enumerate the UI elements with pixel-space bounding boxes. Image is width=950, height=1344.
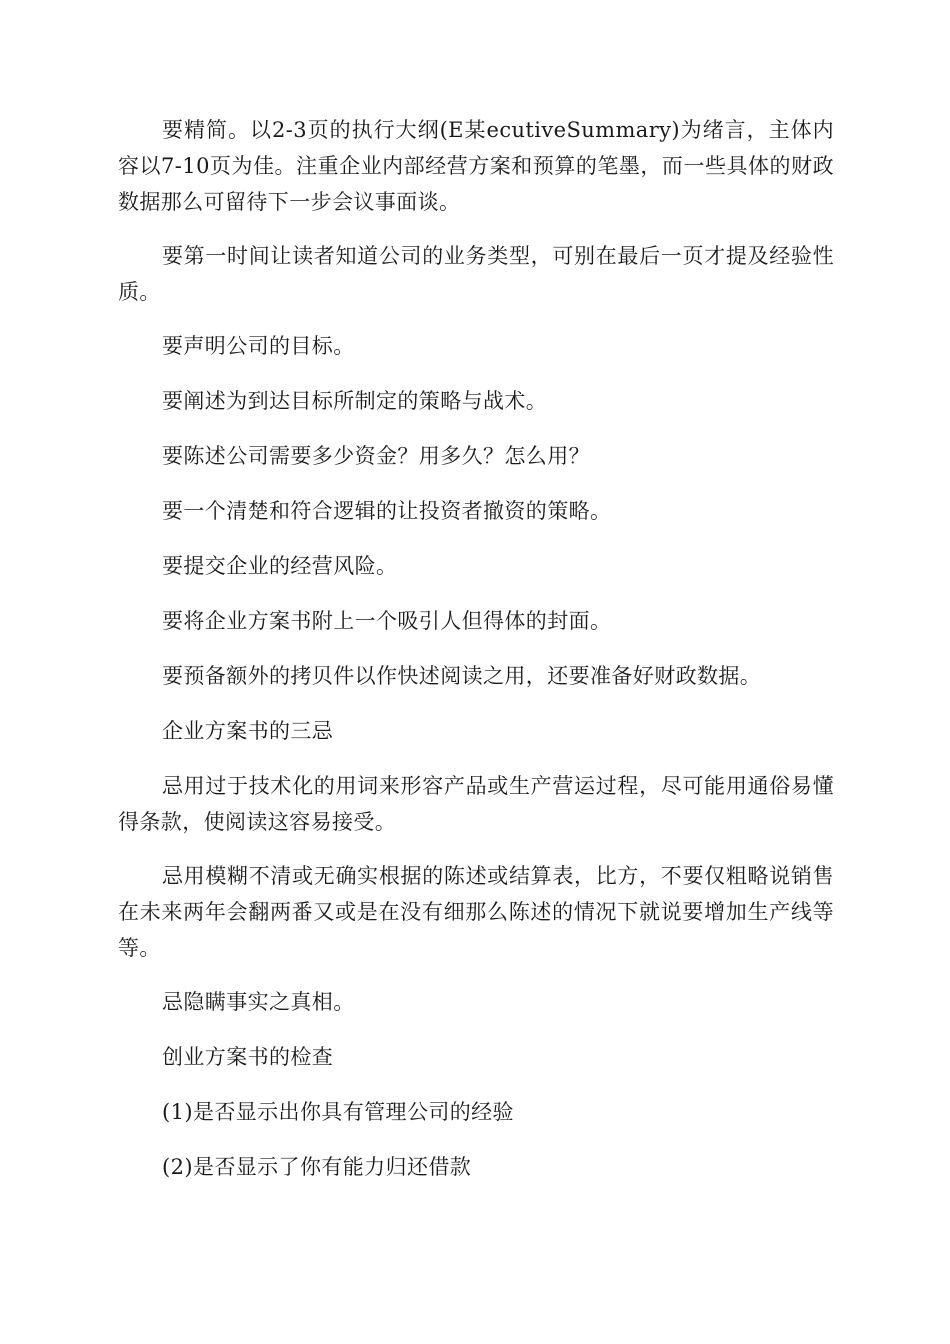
paragraph-avoid-jargon: 忌用过于技术化的用词来形容产品或生产营运过程，尽可能用通俗易懂得条款，使阅读这容易接受。 xyxy=(118,774,834,834)
checklist-item-1: (1)是否显示出你具有管理公司的经验 xyxy=(162,1100,514,1124)
document-body xyxy=(118,112,834,1204)
paragraph-avoid-concealment: 忌隐瞒事实之真相。 xyxy=(162,990,355,1014)
paragraph-strategy: 要阐述为到达目标所制定的策略与战术。 xyxy=(162,389,548,413)
paragraph-cover: 要将企业方案书附上一个吸引人但得体的封面。 xyxy=(162,609,612,633)
checklist-item-2: (2)是否显示了你有能力归还借款 xyxy=(162,1155,472,1179)
paragraph-exit-strategy: 要一个清楚和符合逻辑的让投资者撤资的策略。 xyxy=(162,499,612,523)
paragraph-conciseness: 要精简。以2-3页的执行大纲(E某ecutiveSummary)为绪言，主体内容以7-10页为佳。注重企业内部经营方案和预算的笔墨，而一些具体的财政数据那么可留待下一步会议事面谈。 xyxy=(118,118,834,214)
paragraph-funding: 要陈述公司需要多少资金？用多久？怎么用？ xyxy=(162,444,590,468)
section-heading-three-taboos: 企业方案书的三忌 xyxy=(162,719,334,743)
paragraph-business-type: 要第一时间让读者知道公司的业务类型，可别在最后一页才提及经验性质。 xyxy=(118,244,834,304)
paragraph-avoid-vague: 忌用模糊不清或无确实根据的陈述或结算表，比方，不要仅粗略说销售在未来两年会翻两番又或是在没有细那么陈述的情况下就说要增加生产线等等。 xyxy=(118,864,834,960)
paragraph-copies: 要预备额外的拷贝件以作快述阅读之用，还要准备好财政数据。 xyxy=(162,664,762,688)
section-heading-plan-check: 创业方案书的检查 xyxy=(162,1045,334,1069)
paragraph-risks: 要提交企业的经营风险。 xyxy=(162,554,398,578)
paragraph-company-goals: 要声明公司的目标。 xyxy=(162,334,355,358)
